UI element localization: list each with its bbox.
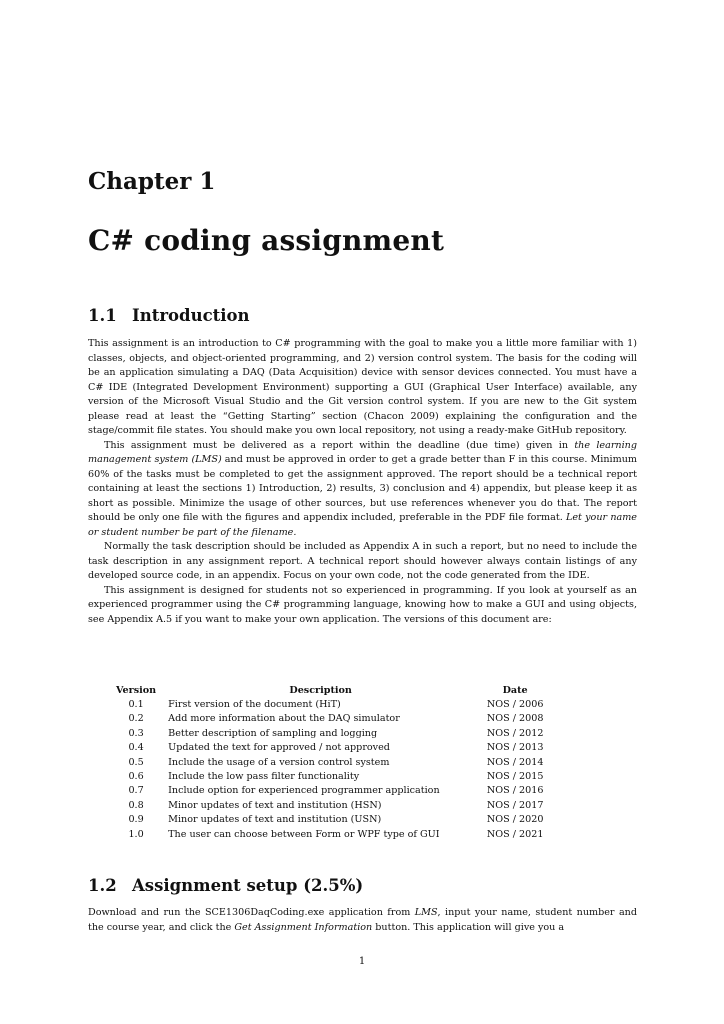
version-cell: 0.3 [128, 727, 144, 739]
table-row [110, 712, 551, 726]
table-row [110, 770, 551, 784]
version-history-table [110, 684, 551, 842]
page-number: 1 [358, 956, 366, 967]
paragraph: Normally the task description should be included as Appendix A in such a report, but no need to include the task description in any assignment report. A technical report should however always contain listings of any developed source code, in an appendix. Focus on your own code, not the code generated from the IDE. [88, 541, 637, 581]
table-header-row [110, 684, 551, 698]
table-row [110, 727, 551, 741]
version-cell: 0.2 [128, 713, 144, 725]
date-cell: NOS / 2021 [486, 828, 544, 840]
description-cell: Better description of sampling and logging [168, 727, 378, 739]
date-cell: NOS / 2020 [486, 814, 544, 826]
paragraph: This assignment is designed for students not so experienced in programming. If you look at yourself as an experienced programmer using the C# programming language, knowing how to make a GUI and using objects, see Appendix A.5 if you want to make your own application. The versions of this document are: [88, 584, 637, 625]
column-header-description: Description [289, 685, 352, 696]
section-title: Assignment setup (2.5%) [132, 876, 364, 895]
date-cell: NOS / 2017 [486, 799, 544, 811]
assignment-setup-body [88, 906, 637, 935]
date-cell: NOS / 2012 [486, 727, 544, 739]
description-cell: Updated the text for approved / not approved [168, 742, 390, 754]
table-row [110, 813, 551, 827]
chapter-label: Chapter 1 [88, 168, 216, 195]
description-cell: Minor updates of text and institution (HSN) [168, 799, 382, 811]
version-cell: 0.4 [128, 742, 144, 754]
table-row [110, 756, 551, 770]
table-row [110, 741, 551, 755]
date-cell: NOS / 2014 [486, 756, 544, 768]
section-heading-assignment-setup [88, 876, 363, 895]
description-cell: Include option for experienced programmer application [168, 785, 440, 797]
column-header-version: Version [116, 685, 157, 696]
description-cell: Add more information about the DAQ simulator [168, 713, 400, 725]
description-cell: First version of the document (HiT) [168, 699, 341, 710]
table-row [110, 784, 551, 798]
version-cell: 0.6 [128, 771, 144, 783]
date-cell: NOS / 2006 [486, 699, 544, 710]
section-title: Introduction [132, 306, 250, 325]
version-cell: 0.7 [128, 785, 144, 797]
table-row [110, 828, 551, 842]
date-cell: NOS / 2015 [486, 771, 544, 783]
version-cell: 0.1 [128, 699, 144, 710]
version-cell: 1.0 [128, 828, 144, 840]
section-number: 1.1 [88, 306, 117, 325]
description-cell: The user can choose between Form or WPF type of GUI [168, 828, 440, 840]
paragraph: This assignment must be delivered as a report within the deadline (due time) given in the learning management system (LMS) and must be approved in order to get a grade better than F in this course. Minimum 60% of the tasks must be completed to get the assignment approved. The report should be a technical report containing at least the sections 1) Introduction, 2) results, 3) conclusion and 4) appendix, but please keep it as short as possible. Minimize the usage of other sources, but use references whenever you do that. The report should be only one file with the figures and appendix included, preferable in the PDF file format. Let your name or student number be part of the filename. [88, 439, 637, 538]
table-row [110, 698, 551, 712]
section-number: 1.2 [88, 876, 117, 895]
paragraph: This assignment is an introduction to C# programming with the goal to make you a little more familiar with 1) classes, objects, and object-oriented programming, and 2) version control system. The basis for the coding will be an application simulating a DAQ (Data Acquisition) device with sensor devices connected. You must have a C# IDE (Integrated Development Environment) supporting a GUI (Graphical User Interface) available, any version of the Microsoft Visual Studio and the Git version control system. If you are new to the Git system please read at least the “Getting Starting” section (Chacon 2009) explaining the configuration and the stage/commit file states. You should make you own local repository, not using a ready-make GitHub repository. [88, 338, 637, 436]
introduction-body [88, 337, 637, 627]
table-row [110, 799, 551, 813]
date-cell: NOS / 2008 [486, 713, 544, 725]
description-cell: Include the usage of a version control system [168, 756, 390, 768]
date-cell: NOS / 2013 [486, 742, 544, 754]
version-cell: 0.9 [128, 814, 144, 826]
section-heading-introduction [88, 306, 250, 325]
description-cell: Include the low pass filter functionality [168, 771, 360, 783]
paragraph: Download and run the SCE1306DaqCoding.exe application from LMS, input your name, student number and the course year, and click the Get Assignment Information button. This application will give you a [88, 907, 637, 933]
date-cell: NOS / 2016 [486, 785, 544, 797]
description-cell: Minor updates of text and institution (USN) [168, 814, 382, 826]
version-cell: 0.8 [128, 799, 144, 811]
version-cell: 0.5 [128, 756, 144, 768]
chapter-title: C# coding assignment [88, 224, 445, 257]
column-header-date: Date [502, 685, 528, 696]
